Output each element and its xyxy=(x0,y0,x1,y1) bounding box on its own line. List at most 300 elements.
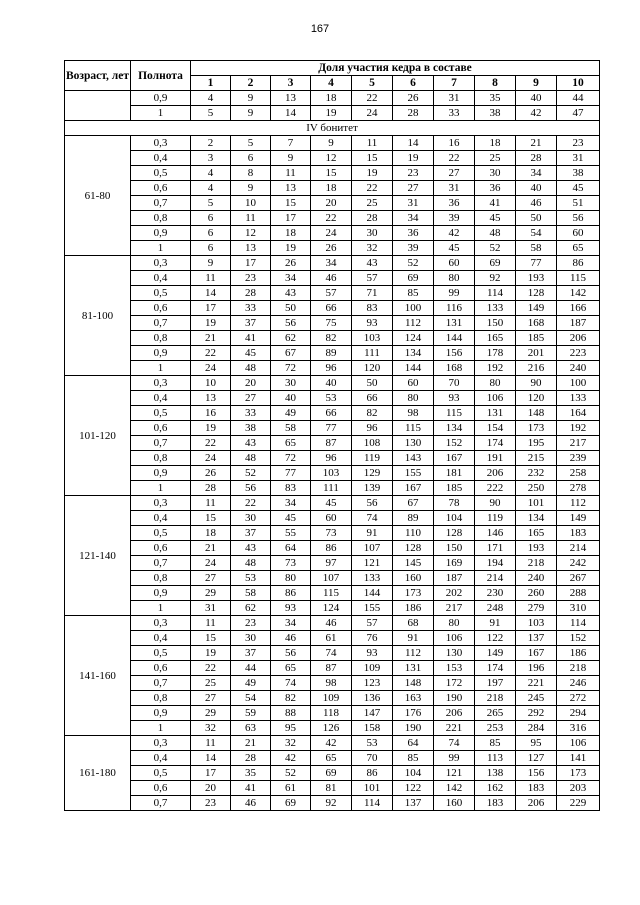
value-cell: 246 xyxy=(557,676,600,691)
section-title: IV бонитет xyxy=(65,121,600,136)
value-cell: 23 xyxy=(191,796,231,811)
value-cell: 34 xyxy=(311,256,352,271)
value-cell: 165 xyxy=(475,331,516,346)
value-cell: 221 xyxy=(434,721,475,736)
value-cell: 242 xyxy=(557,556,600,571)
value-cell: 206 xyxy=(475,466,516,481)
value-cell: 50 xyxy=(271,301,311,316)
value-cell: 35 xyxy=(231,766,271,781)
value-cell: 120 xyxy=(352,361,393,376)
value-cell: 22 xyxy=(352,91,393,106)
value-cell: 41 xyxy=(231,331,271,346)
value-cell: 6 xyxy=(191,211,231,226)
value-cell: 156 xyxy=(434,346,475,361)
table-row xyxy=(65,136,600,151)
value-cell: 111 xyxy=(311,481,352,496)
value-cell: 30 xyxy=(231,631,271,646)
density-cell: 0,7 xyxy=(131,436,191,451)
value-cell: 37 xyxy=(231,526,271,541)
value-cell: 77 xyxy=(311,421,352,436)
value-cell: 183 xyxy=(557,526,600,541)
value-cell: 31 xyxy=(191,601,231,616)
value-cell: 87 xyxy=(311,436,352,451)
value-cell: 9 xyxy=(311,136,352,151)
value-cell: 206 xyxy=(516,796,557,811)
value-cell: 49 xyxy=(231,676,271,691)
value-cell: 36 xyxy=(475,181,516,196)
table-row xyxy=(65,511,600,526)
value-cell: 113 xyxy=(475,751,516,766)
value-cell: 134 xyxy=(434,421,475,436)
value-cell: 29 xyxy=(191,706,231,721)
value-cell: 93 xyxy=(352,316,393,331)
value-cell: 23 xyxy=(393,166,434,181)
value-cell: 32 xyxy=(191,721,231,736)
table-row xyxy=(65,421,600,436)
value-cell: 92 xyxy=(311,796,352,811)
value-cell: 72 xyxy=(271,361,311,376)
value-cell: 107 xyxy=(352,541,393,556)
value-cell: 26 xyxy=(393,91,434,106)
table-row xyxy=(65,616,600,631)
density-cell: 0,4 xyxy=(131,271,191,286)
value-cell: 60 xyxy=(434,256,475,271)
value-cell: 95 xyxy=(271,721,311,736)
value-cell: 53 xyxy=(352,736,393,751)
value-cell: 154 xyxy=(475,421,516,436)
value-cell: 51 xyxy=(557,196,600,211)
value-cell: 77 xyxy=(271,466,311,481)
value-cell: 48 xyxy=(475,226,516,241)
value-cell: 65 xyxy=(311,751,352,766)
density-cell: 0,9 xyxy=(131,346,191,361)
value-cell: 142 xyxy=(434,781,475,796)
value-cell: 107 xyxy=(311,571,352,586)
density-cell: 0,5 xyxy=(131,526,191,541)
value-cell: 69 xyxy=(271,796,311,811)
value-cell: 66 xyxy=(352,391,393,406)
value-cell: 104 xyxy=(434,511,475,526)
value-cell: 46 xyxy=(311,271,352,286)
density-cell: 0,8 xyxy=(131,331,191,346)
density-cell: 0,7 xyxy=(131,556,191,571)
value-cell: 20 xyxy=(191,781,231,796)
table-row xyxy=(65,316,600,331)
age-cell xyxy=(65,91,131,121)
age-cell: 101-120 xyxy=(65,376,131,496)
value-cell: 183 xyxy=(475,796,516,811)
value-cell: 4 xyxy=(191,166,231,181)
value-cell: 38 xyxy=(475,106,516,121)
value-cell: 136 xyxy=(352,691,393,706)
value-cell: 23 xyxy=(231,616,271,631)
value-cell: 45 xyxy=(271,511,311,526)
header-share-column: 10 xyxy=(557,76,600,91)
value-cell: 18 xyxy=(271,226,311,241)
value-cell: 18 xyxy=(191,526,231,541)
value-cell: 43 xyxy=(231,541,271,556)
density-cell: 0,3 xyxy=(131,736,191,751)
value-cell: 104 xyxy=(393,766,434,781)
value-cell: 93 xyxy=(352,646,393,661)
value-cell: 61 xyxy=(271,781,311,796)
table-row xyxy=(65,721,600,736)
value-cell: 106 xyxy=(434,631,475,646)
value-cell: 250 xyxy=(516,481,557,496)
value-cell: 18 xyxy=(311,181,352,196)
value-cell: 114 xyxy=(475,286,516,301)
value-cell: 11 xyxy=(231,211,271,226)
value-cell: 24 xyxy=(191,556,231,571)
value-cell: 74 xyxy=(271,676,311,691)
value-cell: 223 xyxy=(557,346,600,361)
header-share-column: 1 xyxy=(191,76,231,91)
value-cell: 155 xyxy=(393,466,434,481)
density-cell: 0,7 xyxy=(131,796,191,811)
value-cell: 9 xyxy=(231,106,271,121)
value-cell: 203 xyxy=(557,781,600,796)
value-cell: 19 xyxy=(191,316,231,331)
value-cell: 178 xyxy=(475,346,516,361)
table-row xyxy=(65,766,600,781)
value-cell: 121 xyxy=(434,766,475,781)
value-cell: 216 xyxy=(516,361,557,376)
value-cell: 10 xyxy=(231,196,271,211)
value-cell: 116 xyxy=(434,301,475,316)
value-cell: 114 xyxy=(557,616,600,631)
value-cell: 218 xyxy=(516,556,557,571)
density-cell: 0,6 xyxy=(131,781,191,796)
value-cell: 38 xyxy=(557,166,600,181)
value-cell: 115 xyxy=(434,406,475,421)
value-cell: 19 xyxy=(311,106,352,121)
value-cell: 214 xyxy=(557,541,600,556)
value-cell: 98 xyxy=(393,406,434,421)
value-cell: 39 xyxy=(393,241,434,256)
value-cell: 70 xyxy=(434,376,475,391)
table-row xyxy=(65,661,600,676)
value-cell: 90 xyxy=(475,496,516,511)
value-cell: 131 xyxy=(475,406,516,421)
value-cell: 165 xyxy=(516,526,557,541)
age-cell: 141-160 xyxy=(65,616,131,736)
value-cell: 11 xyxy=(191,736,231,751)
value-cell: 294 xyxy=(557,706,600,721)
value-cell: 133 xyxy=(475,301,516,316)
value-cell: 16 xyxy=(434,136,475,151)
table-row xyxy=(65,451,600,466)
value-cell: 95 xyxy=(516,736,557,751)
table-row xyxy=(65,676,600,691)
value-cell: 214 xyxy=(475,571,516,586)
value-cell: 149 xyxy=(475,646,516,661)
value-cell: 156 xyxy=(516,766,557,781)
value-cell: 99 xyxy=(434,286,475,301)
value-cell: 91 xyxy=(475,616,516,631)
value-cell: 31 xyxy=(557,151,600,166)
density-cell: 0,5 xyxy=(131,766,191,781)
value-cell: 45 xyxy=(557,181,600,196)
header-share-column: 9 xyxy=(516,76,557,91)
value-cell: 14 xyxy=(191,286,231,301)
value-cell: 86 xyxy=(271,586,311,601)
header-share-column: 8 xyxy=(475,76,516,91)
value-cell: 63 xyxy=(231,721,271,736)
value-cell: 186 xyxy=(393,601,434,616)
value-cell: 100 xyxy=(393,301,434,316)
value-cell: 278 xyxy=(557,481,600,496)
value-cell: 50 xyxy=(516,211,557,226)
value-cell: 58 xyxy=(231,586,271,601)
value-cell: 5 xyxy=(191,196,231,211)
table-header xyxy=(65,61,600,91)
value-cell: 58 xyxy=(516,241,557,256)
value-cell: 134 xyxy=(393,346,434,361)
table-row xyxy=(65,166,600,181)
value-cell: 24 xyxy=(191,361,231,376)
value-cell: 166 xyxy=(557,301,600,316)
density-cell: 0,4 xyxy=(131,631,191,646)
value-cell: 45 xyxy=(475,211,516,226)
value-cell: 48 xyxy=(231,451,271,466)
value-cell: 215 xyxy=(516,451,557,466)
value-cell: 186 xyxy=(557,646,600,661)
value-cell: 126 xyxy=(311,721,352,736)
value-cell: 5 xyxy=(231,136,271,151)
value-cell: 173 xyxy=(393,586,434,601)
table-row xyxy=(65,586,600,601)
value-cell: 28 xyxy=(516,151,557,166)
value-cell: 19 xyxy=(393,151,434,166)
value-cell: 19 xyxy=(191,421,231,436)
header-density: Полнота xyxy=(131,61,191,91)
value-cell: 174 xyxy=(475,436,516,451)
value-cell: 130 xyxy=(434,646,475,661)
density-cell: 0,7 xyxy=(131,676,191,691)
value-cell: 74 xyxy=(352,511,393,526)
density-cell: 0,8 xyxy=(131,451,191,466)
density-cell: 0,5 xyxy=(131,406,191,421)
value-cell: 34 xyxy=(271,496,311,511)
density-cell: 1 xyxy=(131,481,191,496)
value-cell: 171 xyxy=(475,541,516,556)
density-cell: 0,8 xyxy=(131,571,191,586)
value-cell: 142 xyxy=(557,286,600,301)
value-cell: 106 xyxy=(557,736,600,751)
table-row xyxy=(65,331,600,346)
value-cell: 49 xyxy=(271,406,311,421)
value-cell: 59 xyxy=(231,706,271,721)
value-cell: 131 xyxy=(434,316,475,331)
table-row xyxy=(65,301,600,316)
value-cell: 30 xyxy=(352,226,393,241)
value-cell: 187 xyxy=(557,316,600,331)
value-cell: 5 xyxy=(191,106,231,121)
value-cell: 148 xyxy=(516,406,557,421)
value-cell: 32 xyxy=(271,736,311,751)
value-cell: 64 xyxy=(271,541,311,556)
value-cell: 141 xyxy=(557,751,600,766)
value-cell: 103 xyxy=(516,616,557,631)
value-cell: 82 xyxy=(311,331,352,346)
value-cell: 112 xyxy=(557,496,600,511)
value-cell: 217 xyxy=(434,601,475,616)
value-cell: 9 xyxy=(231,91,271,106)
value-cell: 96 xyxy=(311,361,352,376)
value-cell: 27 xyxy=(434,166,475,181)
value-cell: 129 xyxy=(352,466,393,481)
density-cell: 0,8 xyxy=(131,691,191,706)
value-cell: 115 xyxy=(393,421,434,436)
value-cell: 149 xyxy=(516,301,557,316)
value-cell: 143 xyxy=(393,451,434,466)
value-cell: 9 xyxy=(271,151,311,166)
value-cell: 6 xyxy=(231,151,271,166)
value-cell: 28 xyxy=(231,286,271,301)
value-cell: 14 xyxy=(271,106,311,121)
density-cell: 0,7 xyxy=(131,316,191,331)
density-cell: 0,3 xyxy=(131,376,191,391)
age-cell: 81-100 xyxy=(65,256,131,376)
value-cell: 22 xyxy=(434,151,475,166)
value-cell: 316 xyxy=(557,721,600,736)
value-cell: 108 xyxy=(352,436,393,451)
value-cell: 58 xyxy=(271,421,311,436)
value-cell: 103 xyxy=(352,331,393,346)
value-cell: 14 xyxy=(393,136,434,151)
value-cell: 92 xyxy=(475,271,516,286)
value-cell: 67 xyxy=(393,496,434,511)
value-cell: 190 xyxy=(393,721,434,736)
density-cell: 0,3 xyxy=(131,256,191,271)
table-row xyxy=(65,196,600,211)
value-cell: 197 xyxy=(475,676,516,691)
value-cell: 44 xyxy=(557,91,600,106)
value-cell: 122 xyxy=(393,781,434,796)
value-cell: 7 xyxy=(271,136,311,151)
value-cell: 258 xyxy=(557,466,600,481)
value-cell: 12 xyxy=(231,226,271,241)
value-cell: 68 xyxy=(393,616,434,631)
value-cell: 265 xyxy=(475,706,516,721)
table-row xyxy=(65,631,600,646)
value-cell: 6 xyxy=(191,226,231,241)
value-cell: 27 xyxy=(231,391,271,406)
value-cell: 131 xyxy=(393,661,434,676)
density-cell: 0,9 xyxy=(131,466,191,481)
table-row xyxy=(65,601,600,616)
value-cell: 97 xyxy=(311,556,352,571)
value-cell: 173 xyxy=(516,421,557,436)
value-cell: 82 xyxy=(352,406,393,421)
value-cell: 53 xyxy=(231,571,271,586)
density-cell: 0,9 xyxy=(131,91,191,106)
density-cell: 0,9 xyxy=(131,706,191,721)
value-cell: 71 xyxy=(352,286,393,301)
header-share-column: 5 xyxy=(352,76,393,91)
value-cell: 36 xyxy=(393,226,434,241)
value-cell: 21 xyxy=(516,136,557,151)
value-cell: 43 xyxy=(352,256,393,271)
value-cell: 111 xyxy=(352,346,393,361)
value-cell: 31 xyxy=(393,196,434,211)
value-cell: 173 xyxy=(557,766,600,781)
value-cell: 30 xyxy=(271,376,311,391)
value-cell: 115 xyxy=(557,271,600,286)
value-cell: 13 xyxy=(231,241,271,256)
value-cell: 85 xyxy=(393,286,434,301)
value-cell: 109 xyxy=(311,691,352,706)
header-share: Доля участия кедра в составе xyxy=(191,61,600,76)
value-cell: 153 xyxy=(434,661,475,676)
value-cell: 56 xyxy=(231,481,271,496)
value-cell: 56 xyxy=(271,316,311,331)
value-cell: 101 xyxy=(352,781,393,796)
value-cell: 168 xyxy=(516,316,557,331)
value-cell: 160 xyxy=(393,571,434,586)
value-cell: 40 xyxy=(516,181,557,196)
value-cell: 80 xyxy=(434,616,475,631)
value-cell: 93 xyxy=(434,391,475,406)
value-cell: 80 xyxy=(271,571,311,586)
value-cell: 3 xyxy=(191,151,231,166)
density-cell: 0,8 xyxy=(131,211,191,226)
value-cell: 46 xyxy=(311,616,352,631)
value-cell: 4 xyxy=(191,91,231,106)
table-row xyxy=(65,361,600,376)
value-cell: 40 xyxy=(311,376,352,391)
value-cell: 31 xyxy=(434,91,475,106)
value-cell: 45 xyxy=(231,346,271,361)
density-cell: 0,6 xyxy=(131,661,191,676)
header-share-column: 4 xyxy=(311,76,352,91)
value-cell: 120 xyxy=(516,391,557,406)
value-cell: 62 xyxy=(231,601,271,616)
value-cell: 190 xyxy=(434,691,475,706)
value-cell: 91 xyxy=(352,526,393,541)
table-body xyxy=(65,91,600,811)
value-cell: 133 xyxy=(352,571,393,586)
value-cell: 34 xyxy=(271,616,311,631)
density-cell: 0,3 xyxy=(131,136,191,151)
age-cell: 121-140 xyxy=(65,496,131,616)
value-cell: 146 xyxy=(475,526,516,541)
value-cell: 13 xyxy=(191,391,231,406)
header-share-column: 2 xyxy=(231,76,271,91)
table-row xyxy=(65,691,600,706)
value-cell: 85 xyxy=(475,736,516,751)
density-cell: 0,5 xyxy=(131,166,191,181)
value-cell: 162 xyxy=(475,781,516,796)
value-cell: 2 xyxy=(191,136,231,151)
value-cell: 53 xyxy=(311,391,352,406)
value-cell: 218 xyxy=(475,691,516,706)
value-cell: 33 xyxy=(231,301,271,316)
value-cell: 38 xyxy=(231,421,271,436)
value-cell: 123 xyxy=(352,676,393,691)
value-cell: 46 xyxy=(271,631,311,646)
value-cell: 50 xyxy=(352,376,393,391)
value-cell: 18 xyxy=(311,91,352,106)
value-cell: 169 xyxy=(434,556,475,571)
value-cell: 24 xyxy=(311,226,352,241)
value-cell: 6 xyxy=(191,241,231,256)
value-cell: 35 xyxy=(475,91,516,106)
value-cell: 28 xyxy=(393,106,434,121)
value-cell: 37 xyxy=(231,646,271,661)
value-cell: 28 xyxy=(191,481,231,496)
value-cell: 44 xyxy=(231,661,271,676)
